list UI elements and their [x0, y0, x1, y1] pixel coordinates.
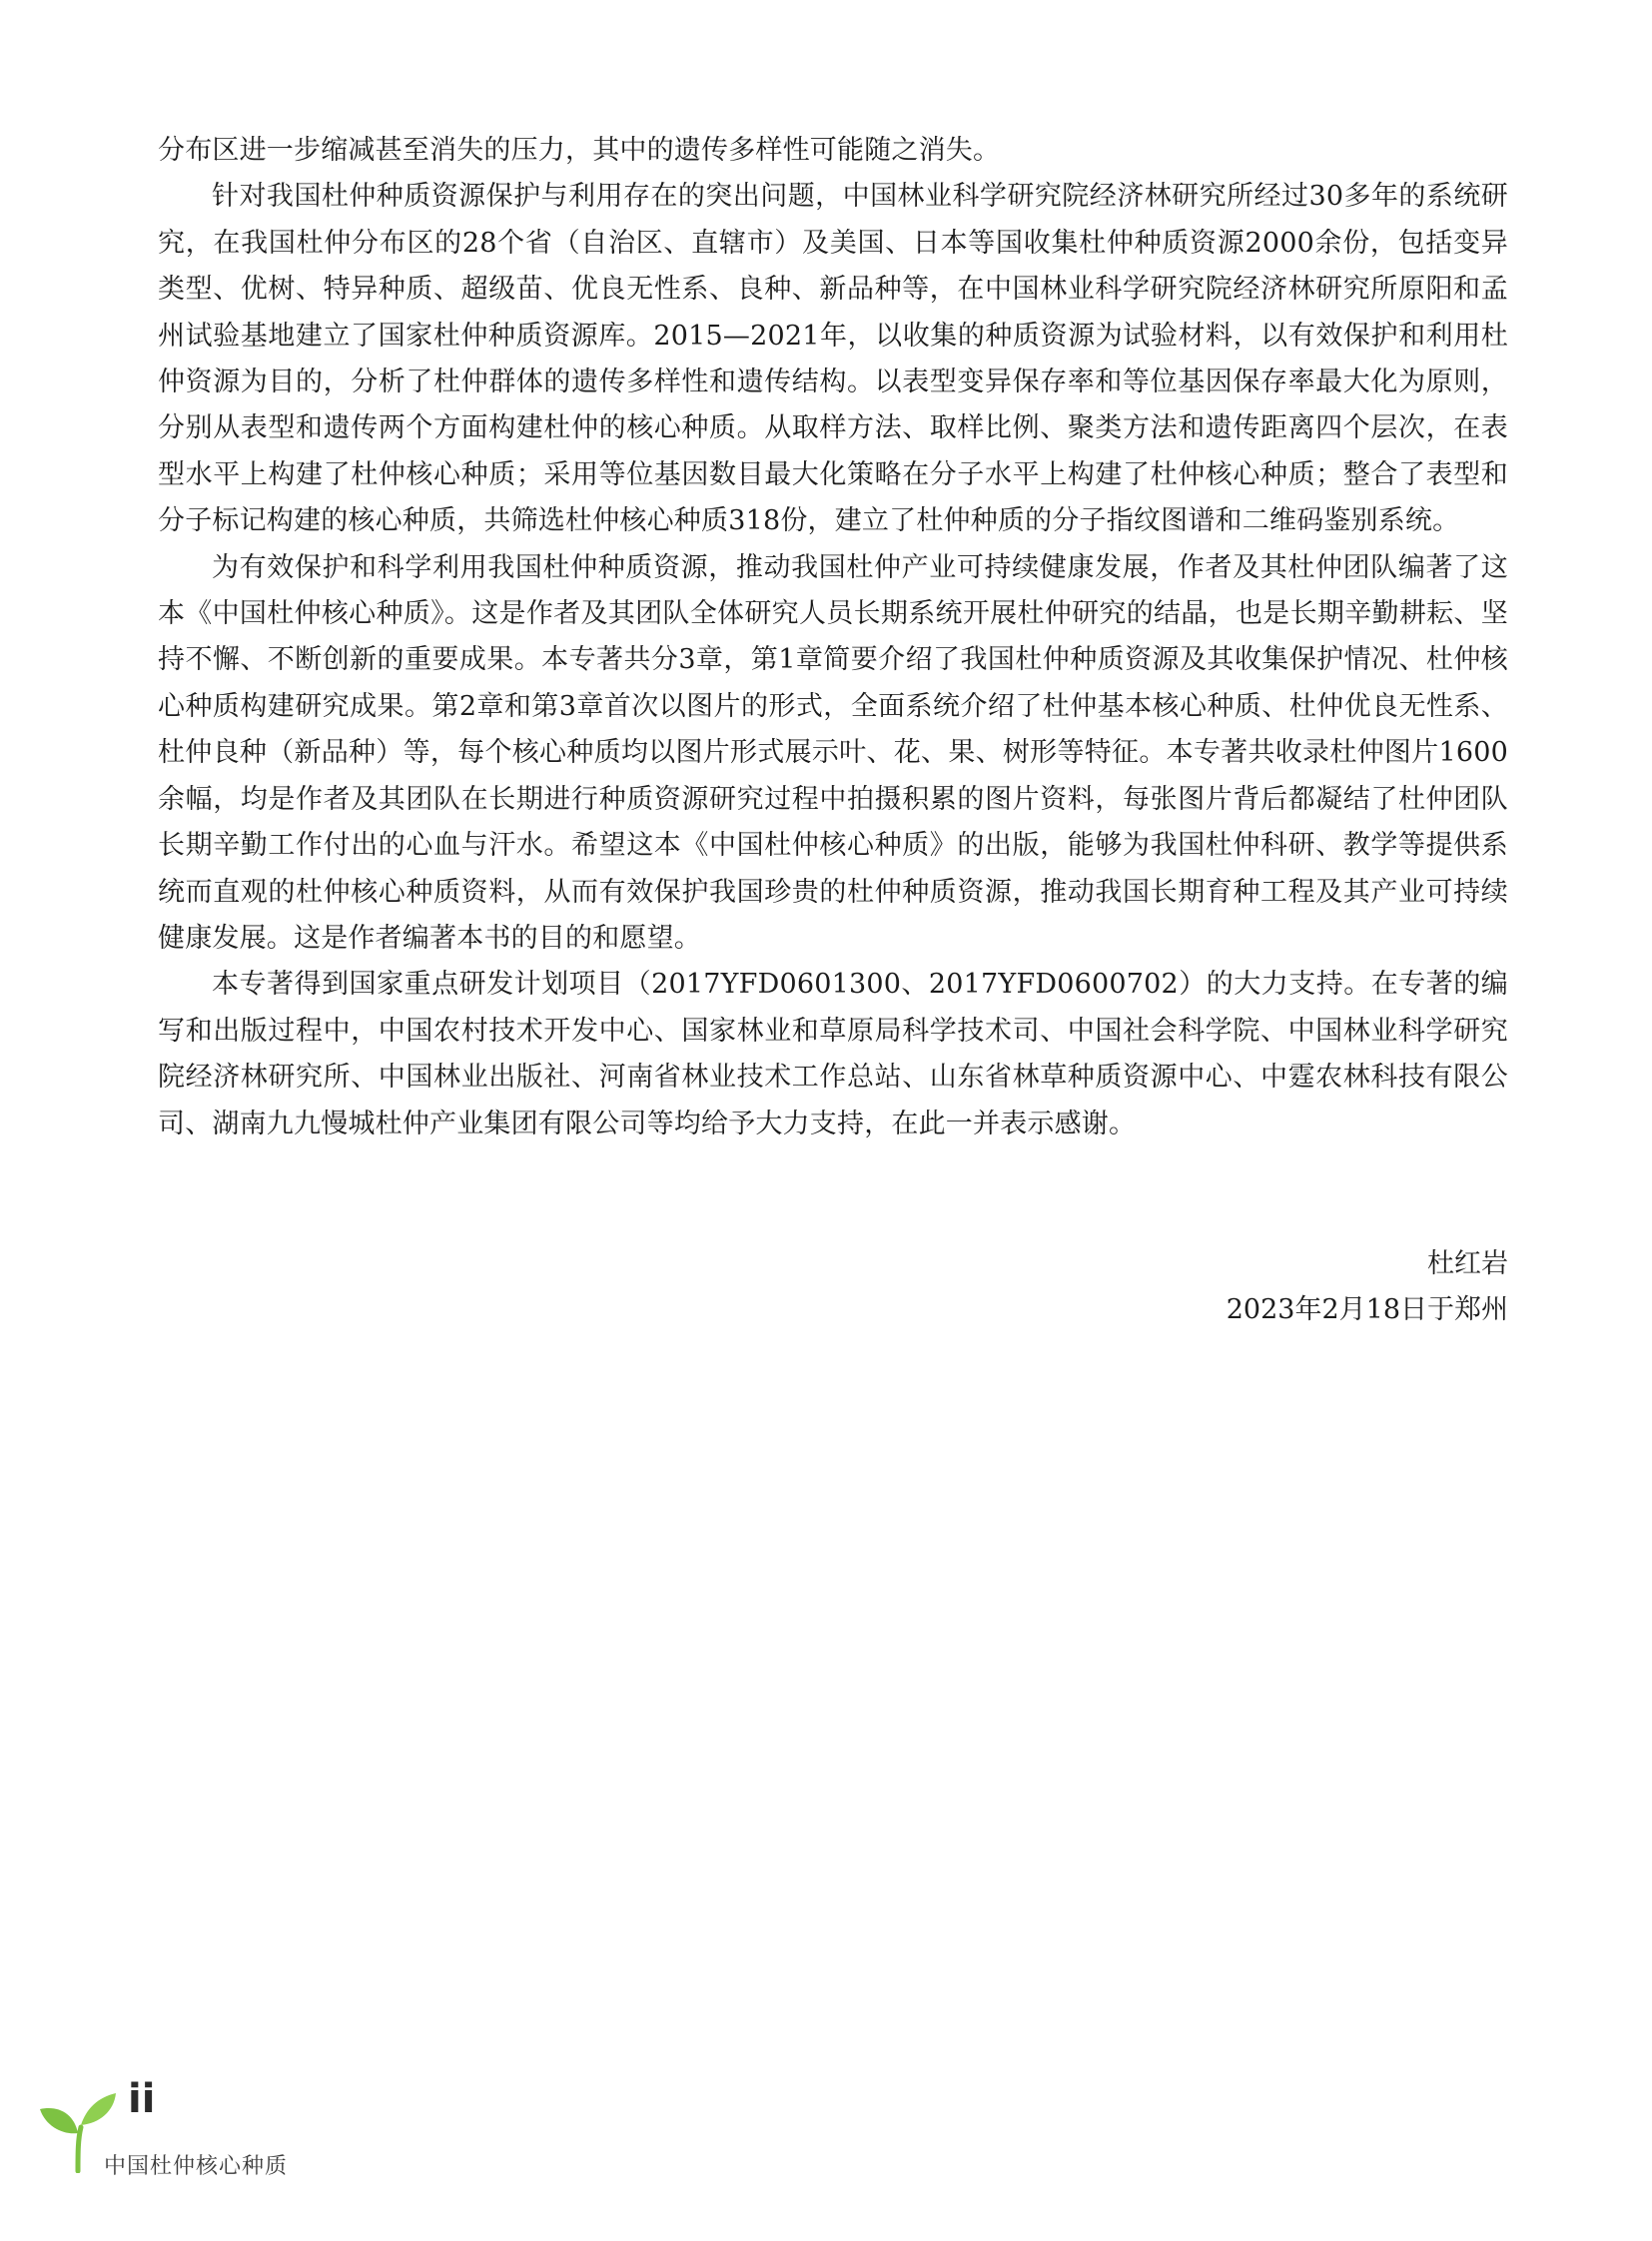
page-footer: [38, 2077, 338, 2217]
page-body: [158, 128, 1508, 1147]
signature-block: [1227, 1241, 1508, 1333]
author-name: 杜红岩: [1427, 1248, 1508, 1279]
footer-book-title: 中国杜仲核心种质: [104, 2154, 289, 2179]
page-number: ii: [128, 2076, 156, 2122]
signature-date: 2023年2月18日于郑州: [1226, 1294, 1508, 1325]
paragraph-book-purpose: 为有效保护和科学利用我国杜仲种质资源，推动我国杜仲产业可持续健康发展，作者及其杜仲团队编著了这本《中国杜仲核心种质》。这是作者及其团队全体研究人员长期系统开展杜仲研究的结晶，也是长期辛勤耕耘、坚持不懈、不断创新的重要成果。本专著共分3章，第1章简要介绍了我国杜仲种质资源及其收集保护情况、杜仲核心种质构建研究成果。第2章和第3章首次以图片的形式，全面系统介绍了杜仲基本核心种质、杜仲优良无性系、杜仲良种（新品种）等，每个核心种质均以图片形式展示叶、花、果、树形等特征。本专著共收录杜仲图片1600余幅，均是作者及其团队在长期进行种质资源研究过程中拍摄积累的图片资料，每张图片背后都凝结了杜仲团队长期辛勤工作付出的心血与汗水。希望这本《中国杜仲核心种质》的出版，能够为我国杜仲科研、教学等提供系统而直观的杜仲核心种质资料，从而有效保护我国珍贵的杜仲种质资源，推动我国长期育种工程及其产业可持续健康发展。这是作者编著本书的目的和愿望。: [158, 551, 1508, 954]
paragraph-acknowledgement: 本专著得到国家重点研发计划项目（2017YFD0601300、2017YFD0600702）的大力支持。在专著的编写和出版过程中，中国农村技术开发中心、国家林业和草原局科学技术司、中国社会科学院、中国林业科学研究院经济林研究所、中国林业出版社、河南省林业技术工作总站、山东省林草种质资源中心、中霆农林科技有限公司、湖南九九慢城杜仲产业集团有限公司等均给予大力支持，在此一并表示感谢。: [158, 969, 1508, 1139]
paragraph-continued: 分布区进一步缩减甚至消失的压力，其中的遗传多样性可能随之消失。: [158, 135, 1001, 166]
paragraph-research: 针对我国杜仲种质资源保护与利用存在的突出问题，中国林业科学研究院经济林研究所经过30多年的系统研究，在我国杜仲分布区的28个省（自治区、直辖市）及美国、日本等国收集杜仲种质资源2000余份，包括变异类型、优树、特异种质、超级苗、优良无性系、良种、新品种等，在中国林业科学研究院经济林研究所原阳和孟州试验基地建立了国家杜仲种质资源库。2015—2021年，以收集的种质资源为试验材料，以有效保护和利用杜仲资源为目的，分析了杜仲群体的遗传多样性和遗传结构。以表型变异保存率和等位基因保存率最大化为原则，分别从表型和遗传两个方面构建杜仲的核心种质。从取样方法、取样比例、聚类方法和遗传距离四个层次，在表型水平上构建了杜仲核心种质；采用等位基因数目最大化策略在分子水平上构建了杜仲核心种质；整合了表型和分子标记构建的核心种质，共筛选杜仲核心种质318份，建立了杜仲种质的分子指纹图谱和二维码鉴别系统。: [158, 181, 1508, 537]
